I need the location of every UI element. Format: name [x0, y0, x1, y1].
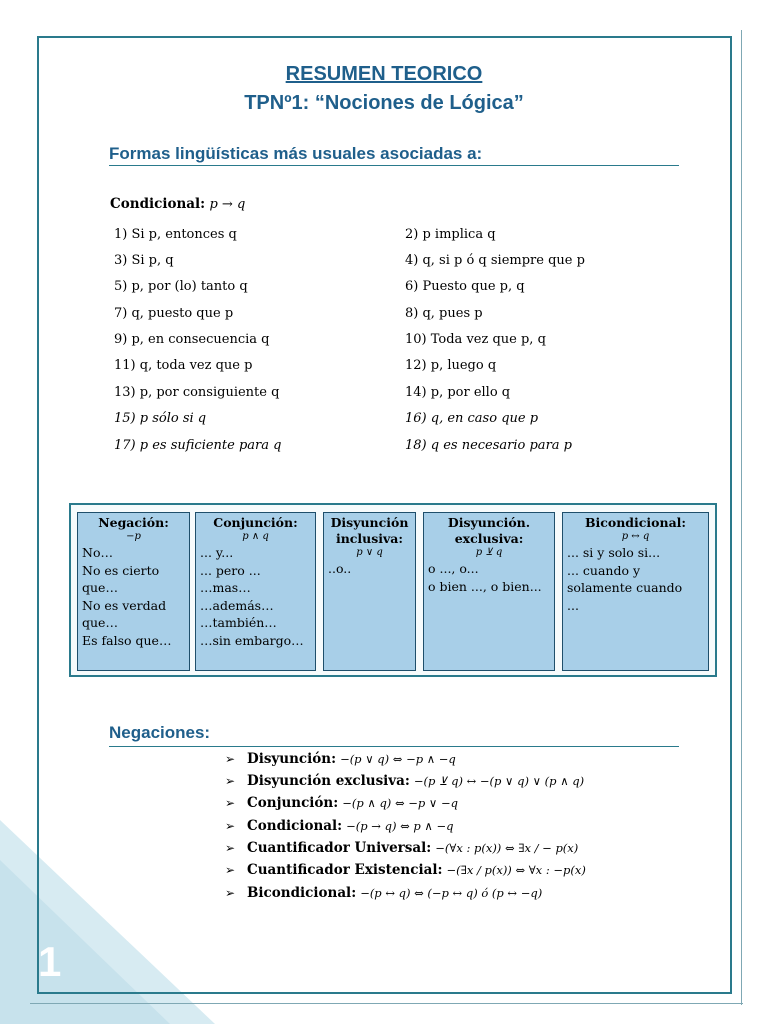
arrow-bullet-icon: ➢ — [225, 841, 236, 855]
arrow-bullet-icon: ➢ — [225, 774, 236, 788]
negation-formula: −(p → q) ⇔ p ∧ −q — [346, 819, 454, 833]
cell-disyuncion-exclusiva — [423, 512, 555, 671]
form-item-17: 17) p es suficiente para q — [114, 438, 282, 453]
cell-disyuncion-inclusiva-body: ..o.. — [328, 561, 352, 576]
frame-shadow-bottom — [30, 1003, 743, 1004]
negation-formula: −(p ∧ q) ⇔ −p ∨ −q — [342, 796, 458, 810]
cell-conjuncion-formula: p ∧ q — [242, 531, 269, 542]
form-item-3: 3) Si p, q — [114, 253, 174, 268]
negation-label: Disyunción exclusiva: — [247, 773, 410, 789]
page-title: RESUMEN TEORICO — [285, 63, 483, 85]
conditional-title — [110, 196, 245, 212]
negation-cuantificador-universal — [225, 840, 578, 856]
cell-disyuncion-inclusiva-formula: p ∨ q — [356, 547, 383, 558]
cell-disyuncion-exclusiva-head: Disyunción. exclusiva: — [447, 515, 531, 546]
forms-heading: Formas lingüísticas más usuales asociadas a: — [109, 144, 483, 163]
arrow-bullet-icon: ➢ — [225, 796, 236, 810]
page-subtitle: TPNº1: “Nociones de Lógica” — [244, 92, 524, 114]
form-item-7: 7) q, puesto que p — [114, 306, 234, 321]
cell-negacion-formula: −p — [126, 531, 141, 542]
cell-negacion-head: Negación: — [98, 515, 169, 530]
conditional-expression: p → q — [209, 197, 246, 212]
form-item-1: 1) Si p, entonces q — [114, 227, 237, 242]
form-item-14: 14) p, por ello q — [405, 385, 511, 400]
negation-label: Cuantificador Universal: — [247, 840, 432, 856]
cell-negacion — [77, 512, 190, 671]
cell-conjuncion-body: ... y... ... pero ... …mas… …además… …también… …sin embargo… — [200, 545, 304, 648]
negation-formula: −(∀x : p(x)) ⇔ ∃x / − p(x) — [435, 841, 579, 855]
negation-conjuncion — [225, 795, 458, 811]
negation-bicondicional — [225, 885, 542, 901]
negation-disyuncion-exclusiva — [225, 773, 584, 789]
form-item-18: 18) q es necesario para p — [405, 438, 572, 453]
form-item-12: 12) p, luego q — [405, 358, 497, 373]
cell-bicondicional — [562, 512, 709, 671]
form-item-16: 16) q, en caso que p — [405, 411, 539, 426]
connectives-table — [69, 503, 717, 677]
form-item-4: 4) q, si p ó q siempre que p — [405, 253, 585, 268]
negation-formula: −(∃x / p(x)) ⇔ ∀x : −p(x) — [446, 863, 586, 877]
frame-shadow-right — [741, 30, 742, 1005]
negations-heading-rule — [109, 746, 679, 747]
negations-heading: Negaciones: — [109, 723, 211, 742]
cell-disyuncion-exclusiva-body: o ..., o... o bien ..., o bien... — [428, 561, 542, 594]
negation-formula: −(p ∨ q) ⇔ −p ∧ −q — [340, 752, 456, 766]
negation-label: Bicondicional: — [247, 885, 357, 901]
negation-cuantificador-existencial — [225, 862, 586, 878]
negation-formula: −(p ↔ q) ⇔ (−p ↔ q) ó (p ↔ −q) — [360, 886, 543, 900]
cell-disyuncion-inclusiva — [323, 512, 416, 671]
cell-bicondicional-head: Bicondicional: — [584, 515, 687, 530]
cell-disyuncion-inclusiva-head: Disyunción inclusiva: — [330, 515, 409, 546]
negation-label: Conjunción: — [247, 795, 339, 811]
negation-label: Condicional: — [247, 818, 343, 834]
form-item-2: 2) p implica q — [405, 227, 496, 242]
form-item-6: 6) Puesto que p, q — [405, 279, 525, 294]
negation-condicional — [225, 818, 454, 834]
arrow-bullet-icon: ➢ — [225, 863, 236, 877]
cell-bicondicional-body: ... si y solo si... ... cuando y solamente cuando ... — [567, 545, 683, 613]
cell-bicondicional-formula: p ↔ q — [621, 531, 650, 542]
form-item-5: 5) p, por (lo) tanto q — [114, 279, 248, 294]
cell-conjuncion-head: Conjunción: — [213, 515, 298, 530]
form-item-8: 8) q, pues p — [405, 306, 483, 321]
forms-heading-rule — [109, 165, 679, 166]
cell-disyuncion-exclusiva-formula: p ⊻ q — [475, 547, 503, 558]
negation-label: Disyunción: — [247, 751, 337, 767]
cell-conjuncion — [195, 512, 316, 671]
arrow-bullet-icon: ➢ — [225, 819, 236, 833]
negation-label: Cuantificador Existencial: — [247, 862, 443, 878]
form-item-9: 9) p, en consecuencia q — [114, 332, 270, 347]
form-item-11: 11) q, toda vez que p — [114, 358, 253, 373]
arrow-bullet-icon: ➢ — [225, 752, 236, 766]
form-item-10: 10) Toda vez que p, q — [405, 332, 546, 347]
negation-formula: −(p ⊻ q) ↔ −(p ∨ q) ∨ (p ∧ q) — [413, 774, 585, 788]
form-item-15: 15) p sólo si q — [114, 411, 207, 426]
page-number: 1 — [38, 938, 62, 985]
negation-disyuncion — [225, 751, 456, 767]
arrow-bullet-icon: ➢ — [225, 886, 236, 900]
form-item-13: 13) p, por consiguiente q — [114, 385, 280, 400]
cell-negacion-body: No… No es cierto que… No es verdad que… Es falso que… — [82, 545, 172, 648]
conditional-label: Condicional: — [110, 196, 206, 212]
